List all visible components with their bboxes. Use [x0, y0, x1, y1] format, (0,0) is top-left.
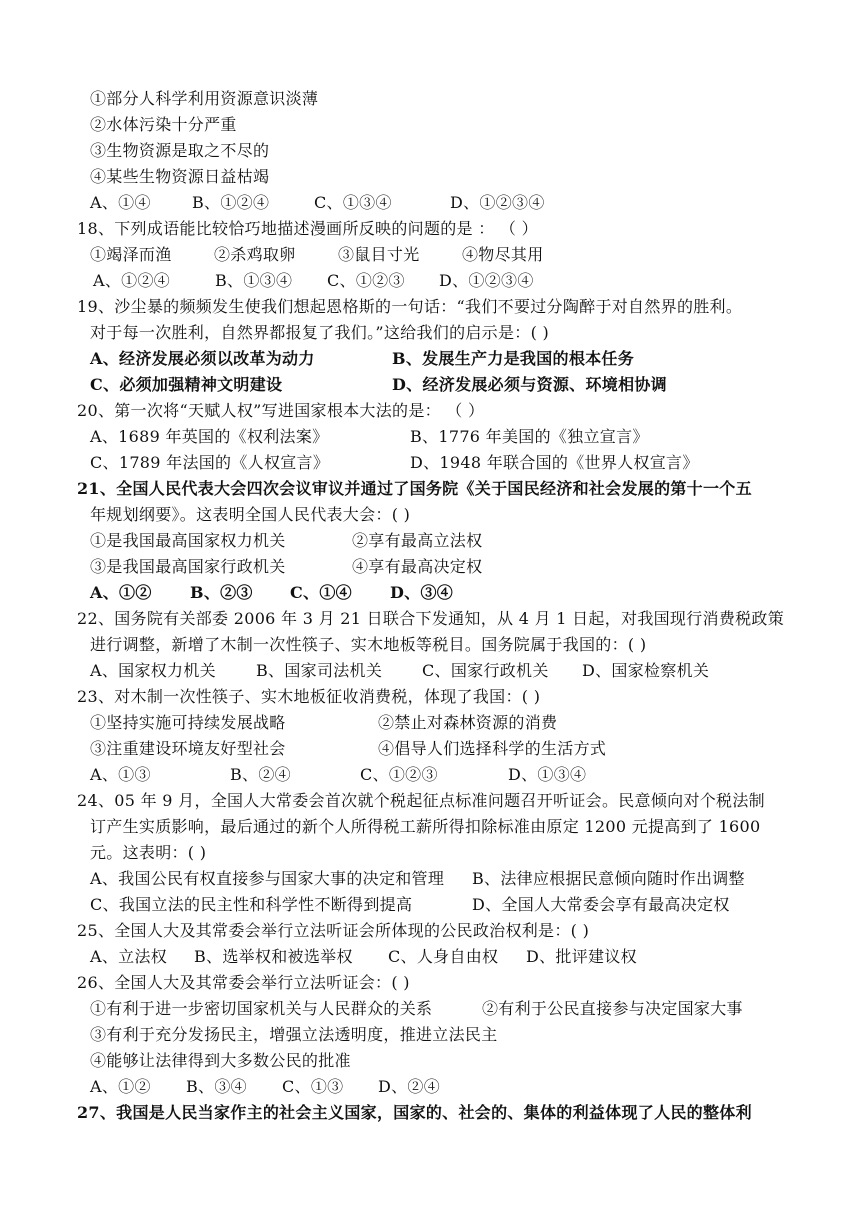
question-19-cont: 对于每一次胜利，自然界都报复了我们。”这给我们的启示是：( )	[90, 323, 550, 342]
answer-choices: A、①④ B、①②④ C、①③④ D、①②③④	[90, 193, 545, 212]
answer-choices: C、必须加强精神文明建设 D、经济发展必须与资源、环境相协调	[90, 375, 667, 394]
question-23: 23、对木制一次性筷子、实木地板征收消费税，体现了我国：( )	[77, 687, 541, 706]
option-line: ①是我国最高国家权力机关 ②享有最高立法权	[90, 531, 483, 550]
option-line: ④能够让法律得到大多数公民的批准	[90, 1051, 351, 1070]
answer-choices: A、国家权力机关 B、国家司法机关 C、国家行政机关 D、国家检察机关	[90, 661, 710, 680]
question-24: 24、05 年 9 月，全国人大常委会首次就个税起征点标准问题召开听证会。民意倾向对个税法制	[77, 791, 765, 810]
question-26: 26、全国人大及其常委会举行立法听证会：( )	[77, 973, 410, 992]
answer-choices: A、立法权 B、选举权和被选举权 C、人身自由权 D、批评建议权	[90, 947, 637, 966]
answer-choices: C、1789 年法国的《人权宣言》 D、1948 年联合国的《世界人权宣言》	[90, 453, 699, 472]
question-24-cont: 元。这表明：( )	[90, 843, 207, 862]
option-line: ①有利于进一步密切国家机关与人民群众的关系 ②有利于公民直接参与决定国家大事	[90, 999, 743, 1018]
option-line: ③是我国最高国家行政机关 ④享有最高决定权	[90, 557, 483, 576]
question-19: 19、沙尘暴的频频发生使我们想起恩格斯的一句话：“我们不要过分陶醉于对自然界的胜利。	[77, 297, 743, 316]
question-22-cont: 进行调整，新增了木制一次性筷子、实木地板等税目。国务院属于我国的：( )	[90, 635, 647, 654]
answer-choices: A、①② B、③④ C、①③ D、②④	[90, 1077, 441, 1096]
question-18: 18、下列成语能比较恰巧地描述漫画所反映的问题的是 ： （ ）	[77, 219, 538, 238]
answer-choices: A、①③ B、②④ C、①②③ D、①③④	[90, 765, 587, 784]
answer-choices: A、①② B、②③ C、①④ D、③④	[90, 583, 454, 602]
option-line: ③有利于充分发扬民主，增强立法透明度，推进立法民主	[90, 1025, 498, 1044]
answer-choices: A、①②④ B、①③④ C、①②③ D、①②③④	[93, 271, 534, 290]
option-line: ①竭泽而渔 ②杀鸡取卵 ③鼠目寸光 ④物尽其用	[90, 245, 544, 264]
question-22: 22、国务院有关部委 2006 年 3 月 21 日联合下发通知，从 4 月 1 日起，对我国现行消费税政策	[77, 609, 785, 628]
option-line: ②水体污染十分严重	[90, 115, 237, 134]
answer-choices: A、经济发展必须以改革为动力 B、发展生产力是我国的根本任务	[90, 349, 635, 368]
question-21: 21、全国人民代表大会四次会议审议并通过了国务院《关于国民经济和社会发展的第十一个五	[77, 479, 752, 498]
answer-choices: C、我国立法的民主性和科学性不断得到提高 D、全国人大常委会享有最高决定权	[90, 895, 730, 914]
option-line: ④某些生物资源日益枯竭	[90, 167, 270, 186]
question-21-cont: 年规划纲要》。这表明全国人民代表大会：( )	[90, 505, 411, 524]
question-25: 25、全国人大及其常委会举行立法听证会所体现的公民政治权利是：( )	[77, 921, 590, 940]
option-line: ③注重建设环境友好型社会 ④倡导人们选择科学的生活方式	[90, 739, 607, 758]
option-line: ③生物资源是取之不尽的	[90, 141, 270, 160]
answer-choices: A、1689 年英国的《权利法案》 B、1776 年美国的《独立宣言》	[90, 427, 649, 446]
option-line: ①部分人科学利用资源意识淡薄	[90, 89, 319, 108]
option-line: ①坚持实施可持续发展战略 ②禁止对森林资源的消费	[90, 713, 558, 732]
question-24-cont: 订产生实质影响，最后通过的新个人所得税工薪所得扣除标准由原定 1200 元提高到了 1600	[90, 817, 761, 836]
answer-choices: A、我国公民有权直接参与国家大事的决定和管理 B、法律应根据民意倾向随时作出调整	[90, 869, 745, 888]
question-20: 20、第一次将“天赋人权”写进国家根本大法的是： （ ）	[77, 401, 485, 420]
question-27: 27、我国是人民当家作主的社会主义国家，国家的、社会的、集体的利益体现了人民的整体利	[77, 1103, 752, 1122]
